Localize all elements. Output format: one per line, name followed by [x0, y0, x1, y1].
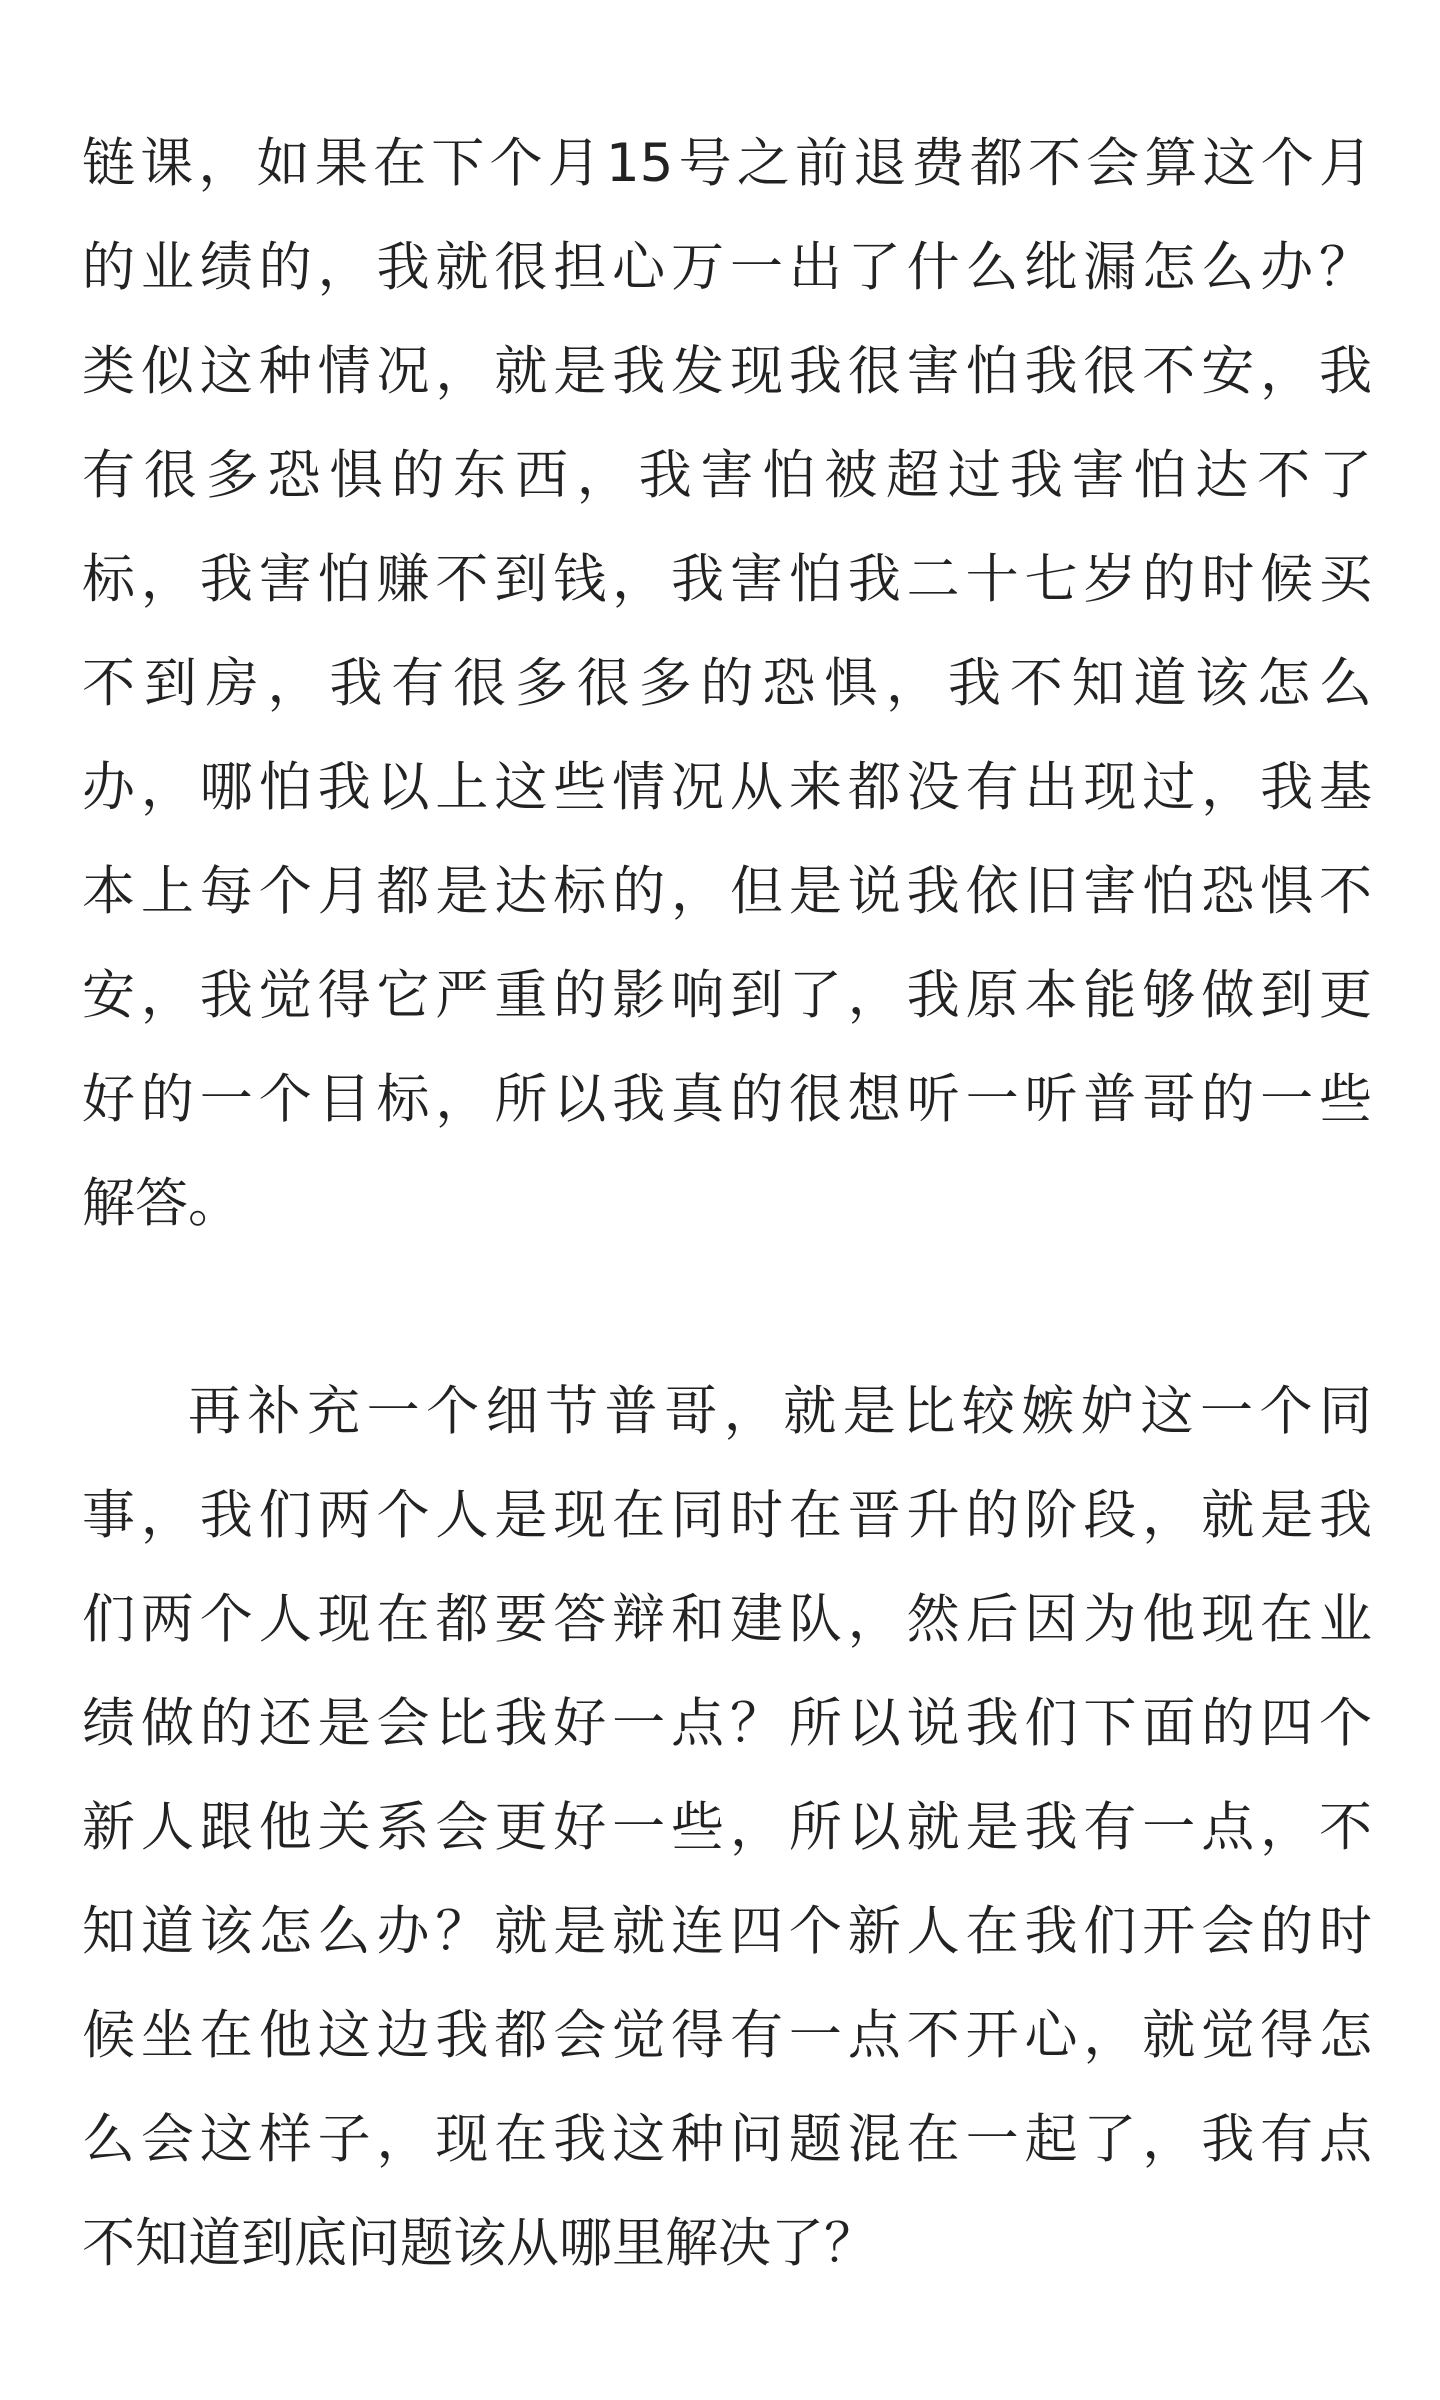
- paragraph-line: 么会这样子，现在我这种问题混在一起了，我有点: [82, 2109, 1372, 2170]
- paragraph-line: 解答。: [82, 1173, 241, 1234]
- paragraph-line: 本上每个月都是达标的，但是说我依旧害怕恐惧不: [82, 861, 1372, 922]
- paragraph-line: 绩做的还是会比我好一点？所以说我们下面的四个: [82, 1693, 1372, 1754]
- paragraph-line: 类似这种情况，就是我发现我很害怕我很不安，我: [82, 341, 1372, 402]
- paragraph-line: 好的一个目标，所以我真的很想听一听普哥的一些: [82, 1069, 1372, 1130]
- paragraph-line: 安，我觉得它严重的影响到了，我原本能够做到更: [82, 965, 1372, 1026]
- paragraph-line: 不到房，我有很多很多的恐惧，我不知道该怎么: [82, 653, 1372, 714]
- paragraph-1: [82, 112, 1372, 1256]
- paragraph-line: 再补充一个细节普哥，就是比较嫉妒这一个同: [188, 1381, 1372, 1442]
- paragraph-line: 事，我们两个人是现在同时在晋升的阶段，就是我: [82, 1485, 1372, 1546]
- paragraph-line: 新人跟他关系会更好一些，所以就是我有一点，不: [82, 1797, 1372, 1858]
- paragraph-line: 候坐在他这边我都会觉得有一点不开心，就觉得怎: [82, 2005, 1372, 2066]
- paragraph-line: 知道该怎么办？就是就连四个新人在我们开会的时: [82, 1901, 1372, 1962]
- paragraph-line: 链课，如果在下个月15号之前退费都不会算这个月: [82, 133, 1372, 194]
- paragraph-line: 们两个人现在都要答辩和建队，然后因为他现在业: [82, 1589, 1372, 1650]
- paragraph-line: 标，我害怕赚不到钱，我害怕我二十七岁的时候买: [82, 549, 1372, 610]
- article-body: [82, 112, 1372, 2296]
- paragraph-line: 办，哪怕我以上这些情况从来都没有出现过，我基: [82, 757, 1372, 818]
- paragraph-2: [82, 1360, 1372, 2296]
- paragraph-line: 有很多恐惧的东西，我害怕被超过我害怕达不了: [82, 445, 1372, 506]
- paragraph-spacer: [82, 1256, 1372, 1360]
- paragraph-line: 的业绩的，我就很担心万一出了什么纰漏怎么办？: [82, 237, 1372, 298]
- paragraph-line: 不知道到底问题该从哪里解决了？: [82, 2213, 877, 2274]
